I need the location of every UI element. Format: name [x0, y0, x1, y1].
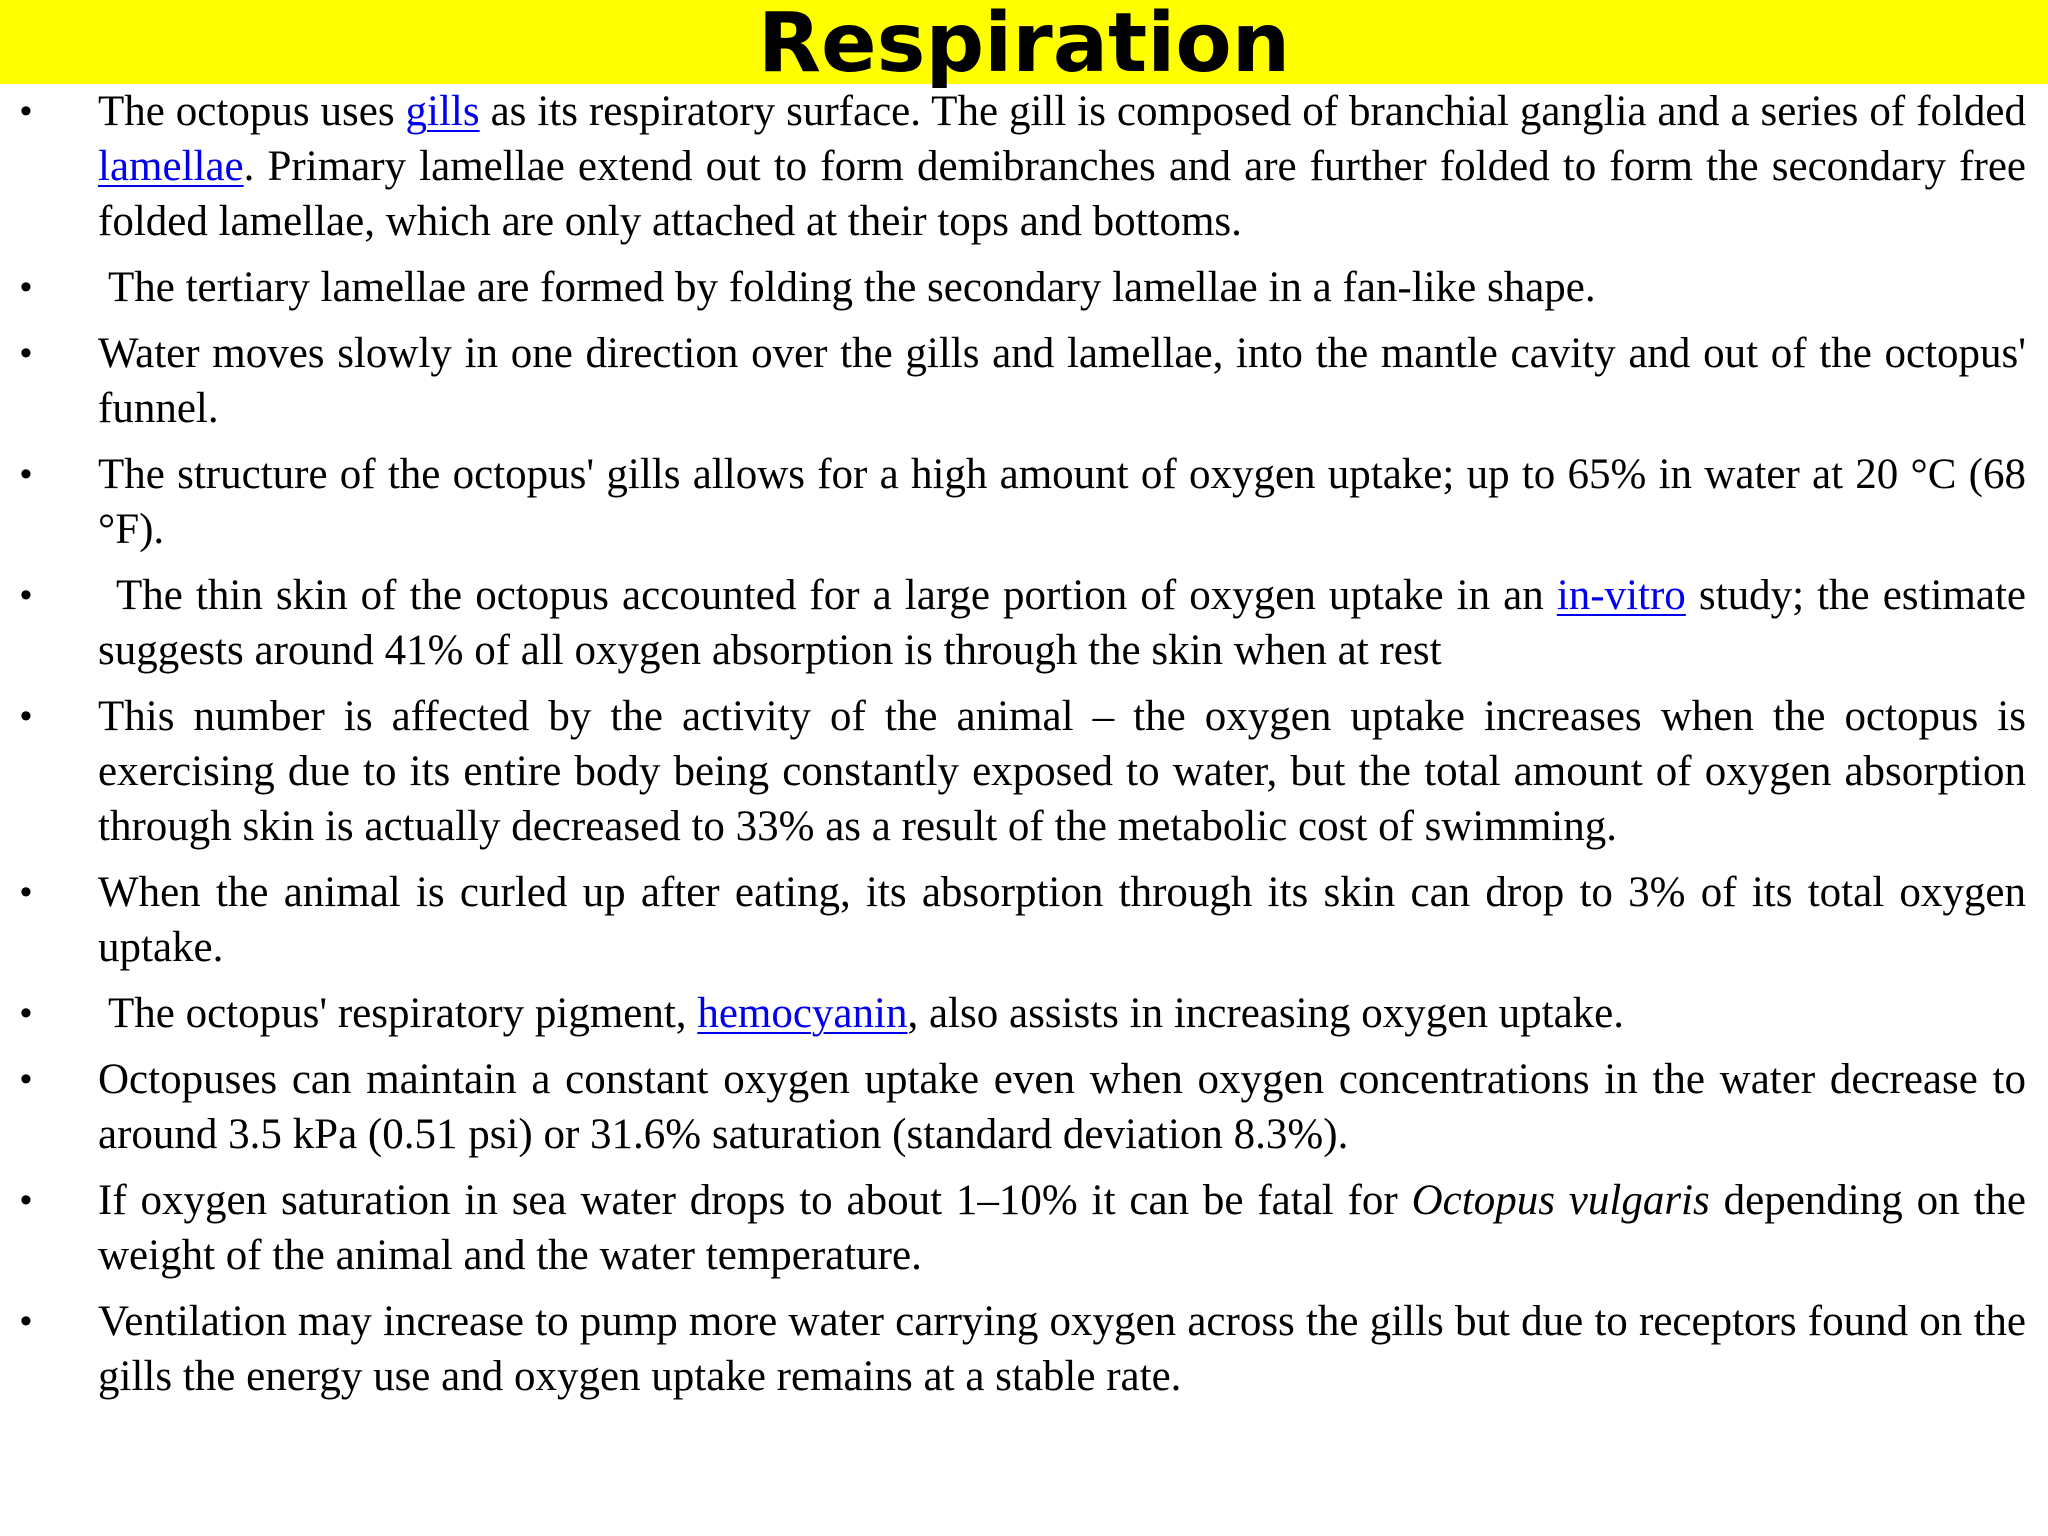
bullet-text: The octopus' respiratory pigment,: [108, 990, 698, 1037]
bullet-text: . Primary lamellae extend out to form demibranches and are further folded to form the secondary free folded lamellae, which are only attached at their tops and bottoms.: [98, 143, 2026, 245]
bullet-item-gill-structure: [0, 447, 2048, 557]
bullet-item-curled-up: [0, 865, 2048, 975]
bullet-dot-icon: •: [20, 1181, 32, 1219]
bullet-dot-icon: •: [20, 576, 32, 614]
bullet-text: depending on the weight of the animal and the water temperature.: [98, 1177, 2026, 1279]
bullet-dot-icon: •: [20, 697, 32, 735]
species-name: Octopus vulgaris: [1411, 1177, 1710, 1224]
bullet-item-water-flow: [0, 326, 2048, 436]
bullet-text: as its respiratory surface. The gill is composed of branchial ganglia and a series of folded: [479, 88, 2026, 135]
bullet-text: When the animal is curled up after eating, its absorption through its skin can drop to 3% of its total oxygen uptake.: [98, 869, 2026, 971]
bullet-dot-icon: •: [20, 1060, 32, 1098]
bullet-text: The tertiary lamellae are formed by folding the secondary lamellae in a fan-like shape.: [108, 264, 1596, 311]
bullet-text: This number is affected by the activity of the animal – the oxygen uptake increases when the octopus is exercising due to its entire body being constantly exposed to water, but the total amount of oxygen absorption through skin is actually decreased to 33% as a result of the metabolic cost of swimming.: [98, 693, 2026, 850]
bullet-item-tertiary-lamellae: [0, 260, 2048, 315]
gills-link[interactable]: gills: [405, 88, 480, 135]
slide-title: Respiration: [757, 0, 1291, 91]
bullet-item-skin-uptake: [0, 568, 2048, 678]
bullet-item-gills: [0, 84, 2048, 249]
bullet-dot-icon: •: [20, 873, 32, 911]
bullet-text: The octopus uses: [98, 88, 406, 135]
bullet-text: Water moves slowly in one direction over the gills and lamellae, into the mantle cavity and out of the octopus' funnel.: [98, 330, 2026, 432]
bullet-dot-icon: •: [20, 92, 32, 130]
bullet-dot-icon: •: [20, 994, 32, 1032]
bullet-dot-icon: •: [20, 455, 32, 493]
bullet-dot-icon: •: [20, 1302, 32, 1340]
bullet-text: The thin skin of the octopus accounted for a large portion of oxygen uptake in an: [116, 572, 1557, 619]
bullet-item-constant-uptake: [0, 1052, 2048, 1162]
hemocyanin-link[interactable]: hemocyanin: [697, 990, 908, 1037]
bullet-text: , also assists in increasing oxygen uptake.: [907, 990, 1625, 1037]
bullet-text: study; the estimate suggests around 41% of all oxygen absorption is through the skin when at rest: [98, 572, 2027, 674]
bullet-list: [0, 84, 2048, 1415]
title-bar: [0, 0, 2048, 91]
bullet-item-ventilation: [0, 1294, 2048, 1404]
bullet-dot-icon: •: [20, 268, 32, 306]
bullet-text: Octopuses can maintain a constant oxygen uptake even when oxygen concentrations in the water decrease to around 3.5 kPa (0.51 psi) or 31.6% saturation (standard deviation 8.3%).: [98, 1056, 2026, 1158]
bullet-item-hemocyanin: [0, 986, 2048, 1041]
bullet-item-activity: [0, 689, 2048, 854]
bullet-dot-icon: •: [20, 334, 32, 372]
bullet-text: If oxygen saturation in sea water drops to about 1–10% it can be fatal for: [98, 1177, 1412, 1224]
bullet-text: Ventilation may increase to pump more water carrying oxygen across the gills but due to receptors found on the gills the energy use and oxygen uptake remains at a stable rate.: [98, 1298, 2026, 1400]
bullet-item-fatal-saturation: [0, 1173, 2048, 1283]
bullet-text: The structure of the octopus' gills allows for a high amount of oxygen uptake; up to 65% in water at 20 °C (68 °F).: [98, 451, 2026, 553]
lamellae-link[interactable]: lamellae: [98, 143, 244, 190]
in-vitro-link[interactable]: in-vitro: [1556, 572, 1686, 619]
